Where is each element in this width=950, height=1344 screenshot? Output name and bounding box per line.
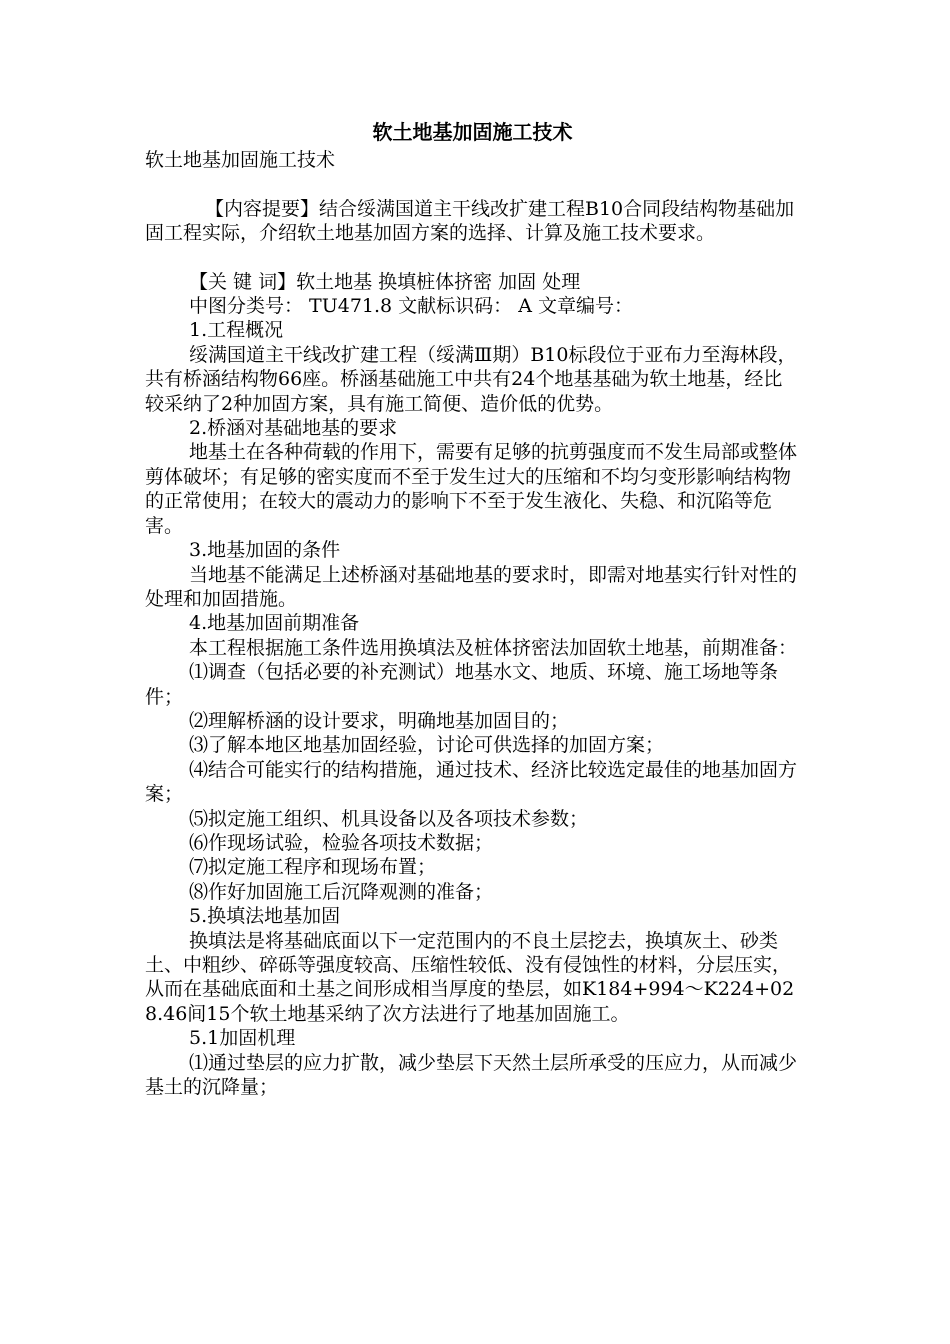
keywords-line: 【关 键 词】软土地基 换填桩体挤密 加固 处理 xyxy=(189,270,581,293)
section-heading: 5.换填法地基加固 xyxy=(189,905,341,928)
section-heading: 1.工程概况 xyxy=(189,319,284,342)
list-item: ⑸拟定施工组织、机具设备以及各项技术参数； xyxy=(189,807,589,830)
document-subtitle: 软土地基加固施工技术 xyxy=(145,149,336,172)
section-heading: 3.地基加固的条件 xyxy=(189,539,341,562)
list-item: ⑷结合可能实行的结构措施，通过技术、经济比较选定最佳的地基加固方案； xyxy=(145,758,798,806)
list-item: ⑺拟定施工程序和现场布置； xyxy=(189,856,437,879)
spacer xyxy=(145,246,800,270)
body-paragraph: 绥满国道主干线改扩建工程（绥满Ⅲ期）B10标段位于亚布力至海林段，共有桥涵结构物66座。桥涵基础施工中共有24个地基基础为软土地基，经比较采纳了2种加固方案，具有施工简便、造价低的优势。 xyxy=(145,343,797,415)
body-paragraph: 本工程根据施工条件选用换填法及桩体挤密法加固软土地基，前期准备： xyxy=(189,636,798,659)
list-item: ⑹作现场试验，检验各项技术数据； xyxy=(189,831,494,854)
document-title: 软土地基加固施工技术 xyxy=(372,120,573,144)
classification-line: 中图分类号： TU471.8 文献标识码： A 文章编号： xyxy=(189,295,633,318)
body-paragraph: 换填法是将基础底面以下一定范围内的不良土层挖去，换填灰土、砂类土、中粗纱、碎砾等强度较高、压缩性较低、没有侵蚀性的材料，分层压实，从而在基础底面和土基之间形成相当厚度的垫层，如K184+994～K224+028.46间15个软土地基采纳了次方法进行了地基加固施工。 xyxy=(145,929,795,1025)
list-item: ⑴通过垫层的应力扩散，减少垫层下天然土层所承受的压应力，从而减少基土的沉降量； xyxy=(145,1051,798,1099)
body-paragraph: 当地基不能满足上述桥涵对基础地基的要求时，即需对地基实行针对性的处理和加固措施。 xyxy=(145,563,798,610)
list-item: ⑴调查（包括必要的补充测试）地基水文、地质、环境、施工场地等条件； xyxy=(145,661,779,708)
list-item: ⑻作好加固施工后沉降观测的准备； xyxy=(189,880,494,903)
section-heading: 4.地基加固前期准备 xyxy=(189,612,360,635)
spacer xyxy=(145,173,800,197)
section-heading: 2.桥涵对基础地基的要求 xyxy=(189,417,398,440)
section-heading: 5.1加固机理 xyxy=(189,1027,296,1050)
body-paragraph: 地基土在各种荷载的作用下，需要有足够的抗剪强度而不发生局部或整体剪体破坏；有足够的密实度而不至于发生过大的压缩和不均匀变形影响结构物的正常使用；在较大的震动力的影响下不至于发生液化、失稳、和沉陷等危害。 xyxy=(145,441,798,537)
list-item: ⑶了解本地区地基加固经验，讨论可供选择的加固方案； xyxy=(189,734,665,757)
list-item: ⑵理解桥涵的设计要求，明确地基加固目的； xyxy=(189,709,570,732)
abstract-paragraph: 【内容提要】结合绥满国道主干线改扩建工程B10合同段结构物基础加固工程实际，介绍软土地基加固方案的选择、计算及施工技术要求。 xyxy=(145,197,795,245)
